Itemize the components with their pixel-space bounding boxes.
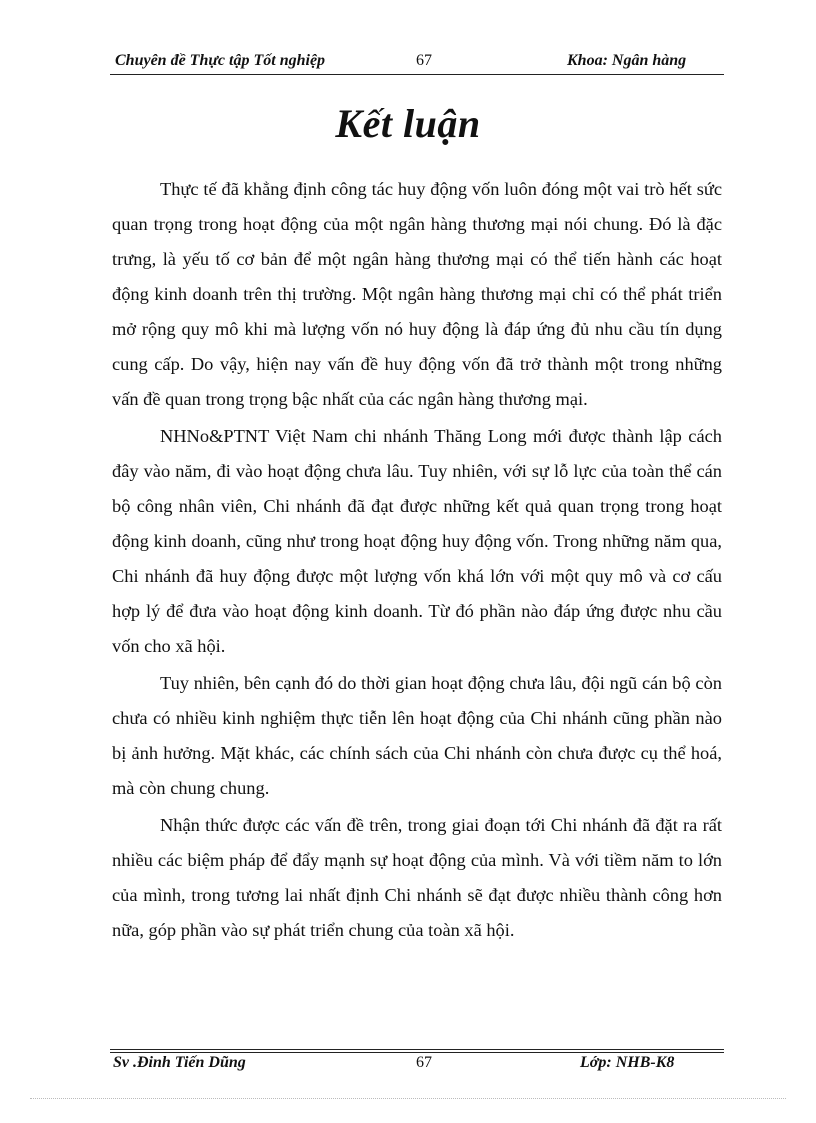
footer-rule (110, 1049, 724, 1050)
page-bottom-divider (30, 1098, 786, 1099)
footer-student-name: Sv .Đinh Tiến Dũng (113, 1054, 246, 1071)
body-text (112, 172, 722, 950)
paragraph: NHNo&PTNT Việt Nam chi nhánh Thăng Long mới được thành lập cách đây vào năm, đi vào hoạt động chưa lâu. Tuy nhiên, với sự lỗ lực của toàn thể cán bộ công nhân viên, Chi nhánh đã đạt được những kết quả quan trọng trong hoạt động kinh doanh, cũng như trong hoạt động huy động vốn. Trong những năm qua, Chi nhánh đã huy động được một lượng vốn khá lớn với một quy mô và cơ cấu hợp lý để đưa vào hoạt động kinh doanh. Từ đó phần nào đáp ứng được nhu cầu vốn cho xã hội. (112, 426, 722, 656)
page-title: Kết luận (335, 101, 481, 146)
footer-rule-double (110, 1052, 724, 1053)
header-page-number: 67 (416, 52, 432, 69)
paragraph: Tuy nhiên, bên cạnh đó do thời gian hoạt động chưa lâu, đội ngũ cán bộ còn chưa có nhiều kinh nghiệm thực tiễn lên hoạt động của Chi nhánh cũng phần nào bị ảnh hưởng. Mặt khác, các chính sách của Chi nhánh còn chưa được cụ thể hoá, mà còn chung chung. (112, 673, 722, 798)
header-rule (110, 74, 724, 75)
header-document-title: Chuyên đề Thực tập Tốt nghiệp (115, 52, 326, 69)
paragraph: Nhận thức được các vấn đề trên, trong giai đoạn tới Chi nhánh đã đặt ra rất nhiều các biệm pháp để đẩy mạnh sự hoạt động của mình. Và với tiềm năm to lớn của mình, trong tương lai nhất định Chi nhánh sẽ đạt được nhiều thành công hơn nữa, góp phần vào sự phát triển chung của toàn xã hội. (112, 815, 722, 940)
page-header (110, 52, 724, 74)
page-footer (110, 1054, 724, 1076)
header-department: Khoa: Ngân hàng (567, 52, 687, 69)
footer-page-number: 67 (416, 1054, 432, 1071)
paragraph: Thực tế đã khẳng định công tác huy động vốn luôn đóng một vai trò hết sức quan trọng trong hoạt động của một ngân hàng thương mại nói chung. Đó là đặc trưng, là yếu tố cơ bản để một ngân hàng thương mại có thể tiến hành các hoạt động kinh doanh trên thị trường. Một ngân hàng thương mại chỉ có thể phát triển mở rộng quy mô khi mà lượng vốn nó huy động là đáp ứng đủ nhu cầu tín dụng cung cấp. Do vậy, hiện nay vấn đề huy động vốn đã trở thành một trong những vấn đề quan trong trọng bậc nhất của các ngân hàng thương mại. (112, 179, 722, 409)
footer-class: Lớp: NHB-K8 (580, 1054, 675, 1071)
